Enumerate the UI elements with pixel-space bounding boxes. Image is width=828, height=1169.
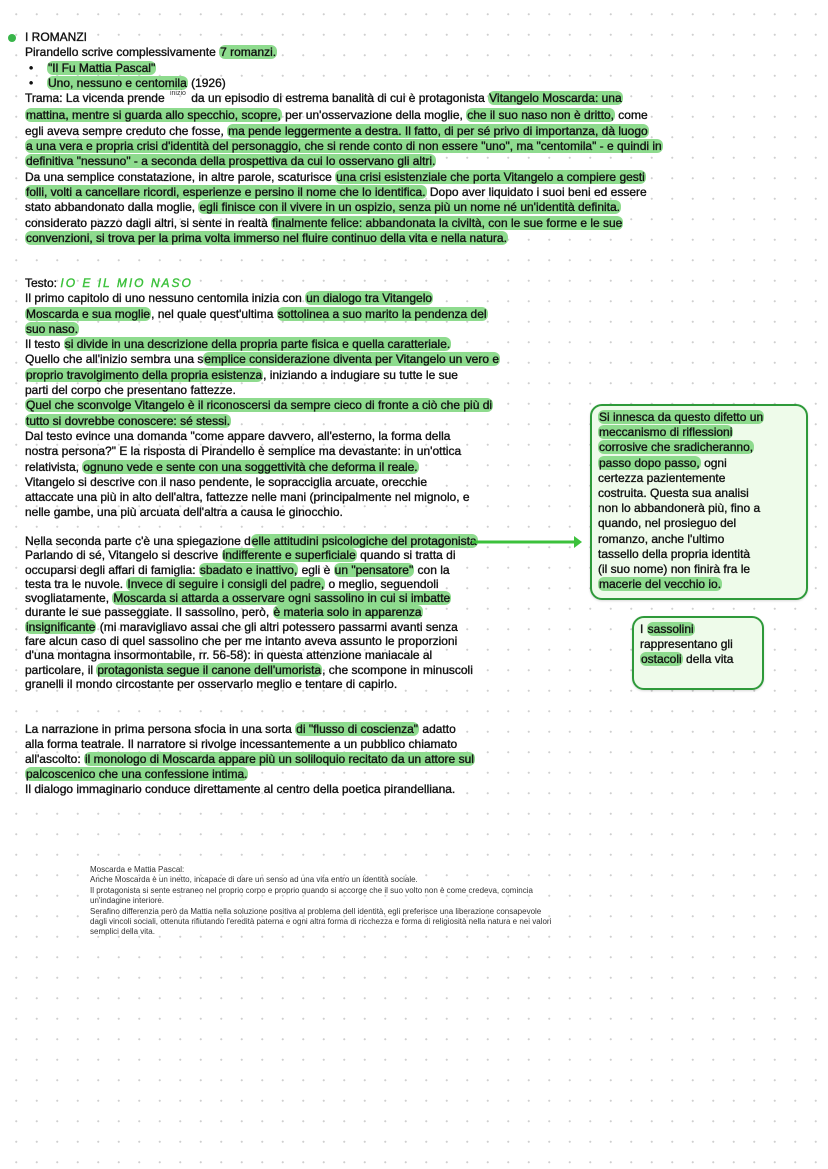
highlighted-text: passo dopo passo, [599,455,700,470]
highlighted-text: ognuno vede e sente con una soggettività che deforma il reale. [83,459,418,474]
text-line [25,605,478,619]
text-line [25,782,475,797]
text-line [25,591,478,605]
text-line [598,532,800,547]
highlighted-text: 7 romanzi. [220,45,277,60]
text-segment: I [640,622,647,636]
text-line [25,663,478,677]
text-segment: ogni [700,455,727,470]
text-line [25,337,500,352]
section-title: I ROMANZI [25,30,87,44]
text-line [598,486,800,501]
text-segment: quando si tratta di [356,548,456,563]
text-line [25,139,663,154]
bullet-list-item [25,61,663,76]
text-segment: costruita. Questa sua analisi [598,486,749,501]
highlighted-text: Vitangelo Moscarda: una [489,91,622,106]
arrow-icon [470,532,590,552]
text-segment: Dal testo evince una domanda "come appare davvero, all'esterno, la forma della [25,428,451,443]
highlighted-text: insignificante [26,619,96,634]
text-segment: certezza pazientemente [598,470,726,485]
highlighted-text: una crisi esistenziale che porta Vitangelo a compiere gesti [336,169,645,184]
text-segment: (1926) [187,75,226,90]
text-segment: adatto [419,722,456,736]
highlighted-text: Si innesca da questo difetto un [599,410,764,424]
highlighted-text: un "pensatore" [334,562,414,577]
text-segment: Parlando di sé, Vitangelo si descrive [25,548,222,563]
highlighted-text: Invece di seguire i consigli del padre, [127,576,325,591]
text-line [25,577,478,591]
text-segment: Dopo aver liquidato i suoi beni ed essere [426,184,647,199]
text-line [598,425,800,440]
text-line [640,637,756,652]
text-line [25,722,475,737]
text-line [25,429,500,444]
highlighted-text: il monologo di Moscarda appare più un soliloquio recitato da un attore sul [85,752,474,766]
text-line [25,460,500,475]
text-segment: Nella seconda parte c'è una spiegazione d [25,534,251,548]
text-line [25,200,663,215]
text-segment: considerato pazzo dagli altri, si sente in realtà [25,215,272,230]
highlighted-text: finalmente felice: abbandonata la civiltà, con le sue forme e le sue [272,215,623,230]
section-testo [25,276,500,521]
text-segment: Il primo capitolo di uno nessuno centomila inizia con [25,291,306,306]
text-line [598,516,800,531]
text-segment: , nel quale quest'ultima [151,306,277,321]
highlighted-text: indifferente e superficiale [222,548,356,563]
text-line [25,648,478,662]
text-line [25,124,663,139]
text-line [25,634,478,648]
text-line [598,577,800,592]
highlighted-text: protagonista segue il canone dell'umorista [97,662,322,677]
text-segment: da un episodio di estrema banalità di cui è protagonista [187,91,489,106]
text-line [25,398,500,413]
text-segment: granelli il mondo circostante per osservarlo meglio e tentare di capirlo. [25,676,398,691]
highlighted-text: Moscarda si attarda a osservare ogni sassolino in cui si imbatte [113,591,451,606]
text-segment: svogliatamente, [25,591,113,606]
note-line: Serafino differenzia però da Mattia nella soluzione positiva al problema dell identità, egli preferisce una liberazione consapevole [90,906,542,916]
text-segment: della vita [682,652,734,667]
text-segment: egli aveva sempre creduto che fosse, [25,123,228,138]
text-line [25,475,500,490]
text-segment: stato abbandonato dalla moglie, [25,200,199,215]
highlighted-text: corrosive che sradicheranno, [599,440,754,455]
highlighted-text: palcoscenico che una confessione intima. [26,767,248,781]
highlighted-text: elle attitudini psicologiche del protagonista [251,534,477,548]
text-segment: Il dialogo immaginario conduce direttamente al centro della poetica pirandelliana. [25,782,456,796]
text-line [25,620,478,634]
highlighted-text: egli finisce con il vivere in un ospizio, senza più un nome né un'identità definita. [199,200,621,215]
typed-note-moscarda-mattia [90,865,551,938]
note-line: Moscarda e Mattia Pascal: [90,865,185,874]
text-line [25,216,663,231]
text-line [598,456,800,471]
text-segment: nostra persona?" E la risposta di Pirandello è semplice ma devastante: in un'ottica [25,444,462,459]
note-line: Anche Moscarda è un inetto, incapace di dare un senso ad una vita entro un identità sociale. [90,875,418,885]
text-line [598,547,800,562]
text-line [25,170,663,185]
text-line [25,767,475,782]
highlighted-text: emplice considerazione diventa per Vitangelo un vero e [204,352,500,367]
text-line [25,91,663,108]
text-line [25,383,500,398]
text-segment: alla forma teatrale. Il narratore si rivolge incessantemente a un pubblico chiamato [25,737,458,751]
text-line [25,677,478,691]
text-segment: (il suo nome) non finirà fra le [598,562,751,577]
text-segment: durante le sue passeggiate. Il sassolino, però, [25,605,273,620]
text-line [25,534,478,548]
text-line [25,231,663,246]
text-line [25,154,663,169]
highlighted-text: proprio travolgimento della propria esistenza [26,367,263,382]
text-segment: Il testo [25,337,64,352]
highlighted-text: convenzioni, si trova per la prima volta immerso nel fluire continuo della vita e nella natura. [26,230,507,245]
highlighted-text: sbadato e inattivo, [199,562,298,577]
text-line [25,108,663,123]
text-segment: testa tra le nuvole. [25,576,127,591]
bullet-list-item [25,76,663,91]
text-segment: (mi maravigliavo assai che gli altri potessero passarmi avanti senza [96,619,458,634]
text-line [640,652,756,667]
text-segment: rappresentano gli [640,637,733,652]
text-segment: o meglio, seguendoli [325,576,439,591]
text-line [598,562,800,577]
text-line [25,737,475,752]
text-line [25,444,500,459]
text-segment: Quello che all'inizio sembra una s [25,352,204,367]
note-line: semplici della vita. [90,927,155,937]
paragraph-seconda-parte [25,534,478,691]
highlighted-text: è materia solo in apparenza [273,605,422,620]
text-line [25,548,478,562]
text-segment: Vitangelo si descrive con il naso pendente, le sopracciglia arcuate, orecchie [25,474,428,489]
text-segment: d'una montagna insormontabile, rr. 56-58): in questa attenzione maniacale al [25,648,433,663]
text-segment: Trama: La vicenda prende [25,91,168,106]
highlighted-text: si divide in una descrizione della propria parte fisica e quella caratteriale. [64,337,451,352]
text-segment: come [614,108,648,123]
highlighted-text: a una vera e propria crisi d'identità del personaggio, che si rende conto di non essere "uno", ma "centomila" - e quindi in [26,139,662,154]
highlighted-text: Uno, nessuno e centomila [48,75,187,90]
text-segment: con la [414,562,450,577]
note-line: dagli vincoli sociali, ottenuta rifiutando l'eredità paterna e ogni altra forma di ricchezza e forma di religiosità nella natura e nei valori [90,917,552,927]
highlighted-text: che il suo naso non è dritto, [467,108,614,123]
highlighted-text: definitiva "nessuno" - a seconda della prospettiva da cui lo osservano gli altri. [26,154,436,169]
highlighted-text: di "flusso di coscienza" [296,722,419,736]
note-box-sassolini [632,616,764,690]
text-line [25,322,500,337]
highlighted-text: mattina, mentre si guarda allo specchio, scopre, [26,108,281,123]
highlighted-text: tutto si dovrebbe conoscere: sé stessi. [26,413,231,428]
text-line [25,563,478,577]
note-line: Il protagonista si sente estraneo nel proprio corpo e proprio quando si accorge che il suo volto non è come credeva, comincia [90,885,533,895]
highlighted-text: suo naso. [26,321,79,336]
note-line: un'indagine interiore. [90,896,165,906]
text-line [25,368,500,383]
text-line [25,45,663,60]
text-segment: quando, nel prosieguo del [598,516,737,531]
text-segment: romanzo, anche l'ultimo [598,531,725,546]
text-segment: parti del corpo che presentano fattezze. [25,383,236,398]
text-segment: fare alcun caso di quel sassolino che per me intanto aveva assunto le proporzioni [25,634,458,649]
text-segment: egli è [298,562,334,577]
text-line [25,752,475,767]
text-line [25,307,500,322]
text-line [25,414,500,429]
highlighted-text: un dialogo tra Vitangelo [306,291,433,306]
text-line [598,471,800,486]
highlighted-text: "Il Fu Mattia Pascal" [48,60,156,75]
highlighted-text: macerie del vecchio io. [599,577,722,592]
section-romanzi [25,30,663,246]
highlighted-text: sottolinea a suo marito la pendenza del [277,306,487,321]
text-segment: nelle gambe, una più arcuata dell'altra a causa le ginocchio. [25,505,343,520]
highlighted-text: ostacoli [641,652,682,667]
text-segment: tassello della propria identità [598,546,751,561]
text-segment: particolare, il [25,662,97,677]
text-segment: Pirandello scrive complessivamente [25,45,220,60]
text-segment: , che scompone in minuscoli [322,662,473,677]
text-line [25,352,500,367]
text-segment: relativista, [25,459,83,474]
text-line [598,501,800,516]
text-segment: per un'osservazione della moglie, [281,108,467,123]
text-segment: attaccate una più in alto dell'altra, fattezze nelle mani (principalmente nel mignolo, e [25,490,470,505]
highlighted-text: ma pende leggermente a destra. Il fatto, di per sé privo di importanza, dà luogo [228,123,648,138]
highlighted-text: meccanismo di riflessioni [599,425,733,440]
text-segment: occuparsi degli affari di famiglia: [25,562,199,577]
text-segment: La narrazione in prima persona sfocia in una sorta [25,722,296,736]
testo-title: IO E IL MIO NASO [60,276,193,290]
testo-label: Testo: [25,276,61,290]
superscript-note: inizio [169,90,186,98]
highlighted-text: sassolini [647,622,694,636]
text-segment: all'ascolto: [25,752,84,766]
text-line [25,490,500,505]
note-box-riflessioni [590,404,808,600]
text-segment: non lo abbandonerà più, fino a [598,501,761,516]
text-segment: Da una semplice constatazione, in altre parole, scaturisce [25,169,336,184]
highlighted-text: Moscarda e sua moglie [26,306,151,321]
text-line [598,410,800,425]
text-line [25,185,663,200]
text-line [598,440,800,455]
text-line [25,505,500,520]
testo-heading [25,276,500,291]
text-segment: , iniziando a indugiare su tutte le sue [263,367,458,382]
paragraph-narrazione [25,722,475,797]
text-line [640,622,756,637]
highlighted-text: Quel che sconvolge Vitangelo è il riconoscersi da sempre cieco di fronte a ciò che più di [26,398,493,413]
highlighted-text: folli, volti a cancellare ricordi, esperienze e persino il nome che lo identifica. [26,184,426,199]
bullet-dot-icon [8,34,16,42]
text-line [25,291,500,306]
